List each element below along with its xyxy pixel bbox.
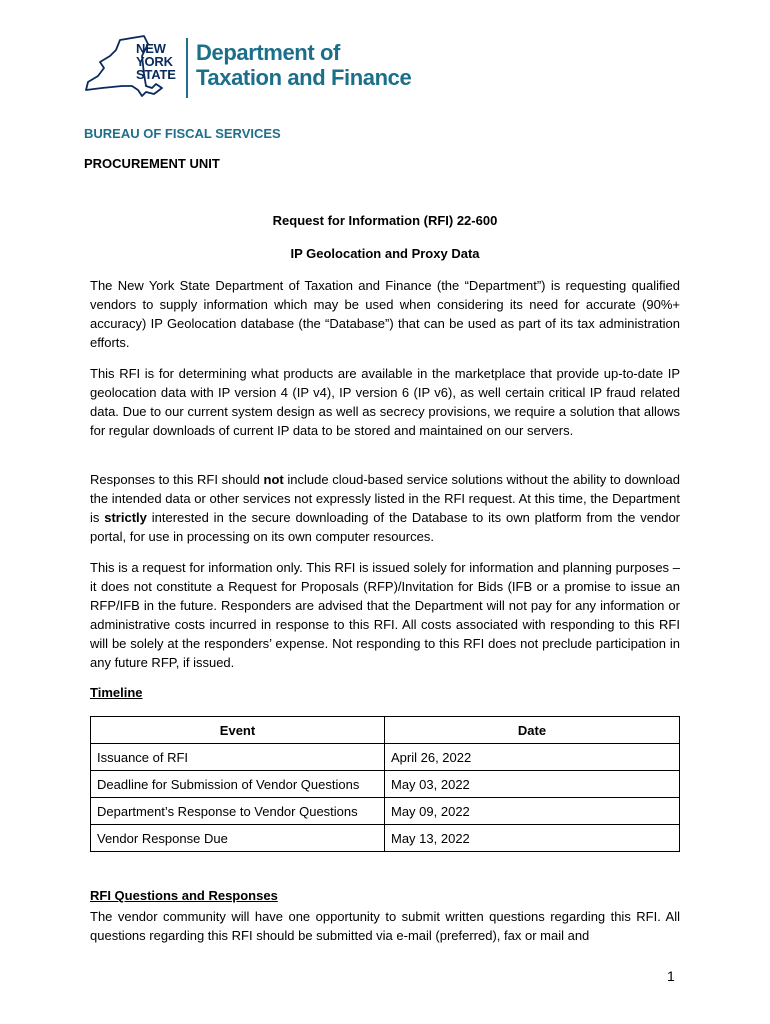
event-cell: Department’s Response to Vendor Questions	[91, 798, 385, 825]
text-run: interested in the secure downloading of the Database to its own platform from the vendor portal, for use in processing on its own computer resources.	[90, 510, 681, 544]
logo-divider	[186, 38, 188, 98]
nys-dtf-logo	[82, 34, 422, 104]
paragraph-questions: The vendor community will have one opportunity to submit written questions regarding this RFI. All questions regarding this RFI should be submitted via e-mail (preferred), fax or mail and	[90, 909, 680, 943]
text-run: Responses to this RFI should	[90, 472, 264, 487]
unit-name: PROCUREMENT UNIT	[84, 156, 220, 171]
date-cell: May 03, 2022	[385, 771, 680, 798]
date-cell: April 26, 2022	[385, 744, 680, 771]
paragraph-purpose: This RFI is for determining what products are available in the marketplace that provide up-to-date IP geolocation data with IP version 4 (IP v4), IP version 6 (IP v6), as well certain critical IP fraud related data. Due to our current system design as well as secrecy provisions, we require a solution that allows for regular downloads of current IP data to be stored and maintained on our servers.	[90, 366, 680, 438]
date-cell: May 13, 2022	[385, 825, 680, 852]
table-row	[91, 798, 680, 825]
emphasis-strictly: strictly	[104, 510, 147, 525]
event-cell: Deadline for Submission of Vendor Questions	[91, 771, 385, 798]
paragraph-disclaimer: This is a request for information only. This RFI is issued solely for information and planning purposes – it does not constitute a Request for Proposals (RFP)/Invitation for Bids (IFB or a promise to issue an RFP/IFB in the future. Responders are advised that the Department will not pay for any information or administrative costs incurred in response to this RFI. All costs associated with responding to this RFI will be solely at the responders’ expense. Not responding to this RFI does not preclude participation in any future RFP, if issued.	[90, 560, 680, 670]
rfi-title: Request for Information (RFI) 22-600	[272, 213, 498, 228]
text-run: include cloud-based service solutions without the ability to download the intended data or other services not expressly listed in the RFI request. At this time, the Department is	[90, 472, 680, 525]
state-word-state: STATE	[136, 67, 176, 82]
table-row	[91, 744, 680, 771]
date-cell: May 09, 2022	[385, 798, 680, 825]
department-name-line2: Taxation and Finance	[196, 65, 412, 90]
table-header-row	[91, 717, 680, 744]
timeline-table	[90, 716, 680, 852]
emphasis-not: not	[263, 472, 284, 487]
paragraph-restrictions	[90, 470, 680, 546]
page-number: 1	[667, 968, 675, 984]
column-header-event: Event	[91, 717, 385, 744]
timeline-heading: Timeline	[90, 685, 143, 700]
event-cell: Issuance of RFI	[91, 744, 385, 771]
table-row	[91, 825, 680, 852]
state-word-york: YORK	[136, 54, 173, 69]
bureau-name: BUREAU OF FISCAL SERVICES	[84, 126, 281, 141]
rfi-subject: IP Geolocation and Proxy Data	[290, 246, 480, 261]
state-wordmark	[136, 42, 188, 81]
paragraph-intro: The New York State Department of Taxation and Finance (the “Department”) is requesting qualified vendors to supply information which may be used when considering its need for accurate (90%+ accuracy) IP Geolocation database (the “Database”) that can be used as part of its tax administration efforts.	[90, 278, 680, 350]
column-header-date: Date	[385, 717, 680, 744]
department-name-line1: Department of	[196, 40, 340, 65]
department-name	[196, 40, 411, 90]
rfi-questions-heading: RFI Questions and Responses	[90, 888, 278, 903]
event-cell: Vendor Response Due	[91, 825, 385, 852]
state-word-new: NEW	[136, 41, 166, 56]
table-row	[91, 771, 680, 798]
